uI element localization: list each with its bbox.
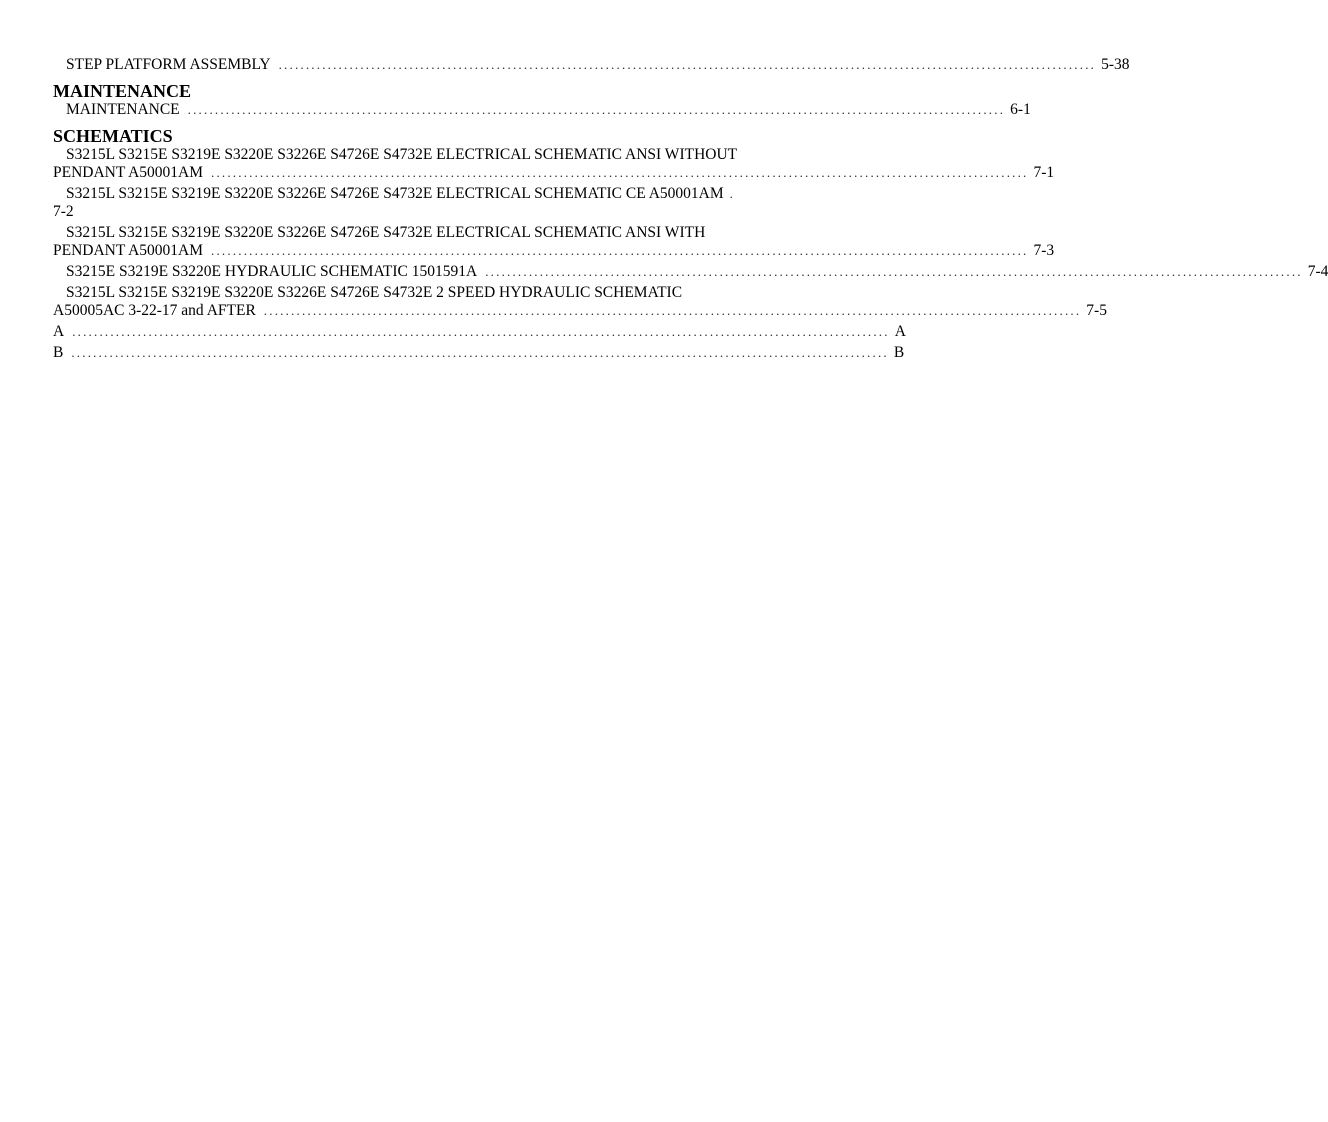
toc-page <box>53 56 1328 362</box>
dot-leader: ...................................................................................................................................................... <box>211 165 1029 180</box>
dot-leader: ...................................................................................................................................................... <box>71 345 889 360</box>
section-heading-schematics: SCHEMATICS <box>53 126 173 146</box>
toc-entry-title-line-2: A50005AC 3-22-17 and AFTER <box>53 302 256 319</box>
dot-leader: ...................................................................................................................................................... <box>485 264 1303 279</box>
section-heading-maintenance: MAINTENANCE <box>53 81 192 101</box>
toc-page-number: 5-38 <box>1101 56 1130 73</box>
toc-line <box>53 164 1055 182</box>
toc-entry-title: S3215L S3215E S3219E S3220E S3226E S4726E S4732E ELECTRICAL SCHEMATIC CE A50001AM <box>66 185 724 202</box>
toc-entry-schematic-2[interactable] <box>53 185 812 221</box>
toc-line <box>53 323 906 341</box>
toc-line <box>66 185 812 203</box>
toc-line <box>53 344 905 362</box>
toc-line <box>66 56 1130 74</box>
dot-leader: ...................................................................................................................................................... <box>211 243 1029 258</box>
toc-entry-schematic-5[interactable] <box>53 284 1107 320</box>
toc-entry-schematic-3[interactable] <box>53 224 1055 260</box>
toc-entry-step-platform[interactable] <box>53 56 1130 74</box>
toc-entry-index-a[interactable] <box>53 323 906 341</box>
toc-line <box>66 101 1031 119</box>
dot-leader: ...................................................................................................................................................... <box>263 303 1082 318</box>
toc-entry-title: A <box>53 323 65 340</box>
dot-leader: . <box>729 186 736 201</box>
toc-entry-schematic-4[interactable] <box>53 263 1328 281</box>
toc-entry-title-line-2: PENDANT A50001AM <box>53 164 203 181</box>
toc-entry-index-b[interactable] <box>53 344 905 362</box>
toc-page-number: 7-3 <box>1033 242 1055 259</box>
toc-page-number: 6-1 <box>1010 101 1031 118</box>
toc-page-number: 7-5 <box>1086 302 1107 319</box>
toc-entry-title-line-2: PENDANT A50001AM <box>53 242 203 259</box>
toc-page-number: B <box>893 344 905 361</box>
toc-page-number: 7-1 <box>1033 164 1055 181</box>
toc-page-number: 7-4 <box>1307 263 1328 280</box>
toc-entry-title: S3215E S3219E S3220E HYDRAULIC SCHEMATIC 1501591A <box>66 263 478 280</box>
toc-entry-title-line-1: S3215L S3215E S3219E S3220E S3226E S4726E S4732E ELECTRICAL SCHEMATIC ANSI WITHOUT <box>66 146 738 163</box>
toc-entry-maintenance[interactable] <box>53 101 1031 119</box>
toc-page-number: A <box>894 323 906 340</box>
toc-entry-title: STEP PLATFORM ASSEMBLY <box>66 56 271 73</box>
toc-page-number: 7-2 <box>53 203 74 220</box>
toc-line <box>66 263 1328 281</box>
toc-entry-title: B <box>53 344 64 361</box>
toc-entry-title: MAINTENANCE <box>66 101 180 118</box>
toc-line <box>53 242 1055 260</box>
toc-entry-title-line-1: S3215L S3215E S3219E S3220E S3226E S4726E S4732E 2 SPEED HYDRAULIC SCHEMATIC <box>66 284 683 301</box>
toc-entry-title-line-1: S3215L S3215E S3219E S3220E S3226E S4726E S4732E ELECTRICAL SCHEMATIC ANSI WITH <box>66 224 706 241</box>
toc-line <box>53 302 1107 320</box>
dot-leader: ...................................................................................................................................................... <box>278 57 1097 72</box>
dot-leader: ...................................................................................................................................................... <box>72 324 890 339</box>
toc-entry-schematic-1[interactable] <box>53 146 1055 182</box>
dot-leader: ...................................................................................................................................................... <box>187 102 1006 117</box>
